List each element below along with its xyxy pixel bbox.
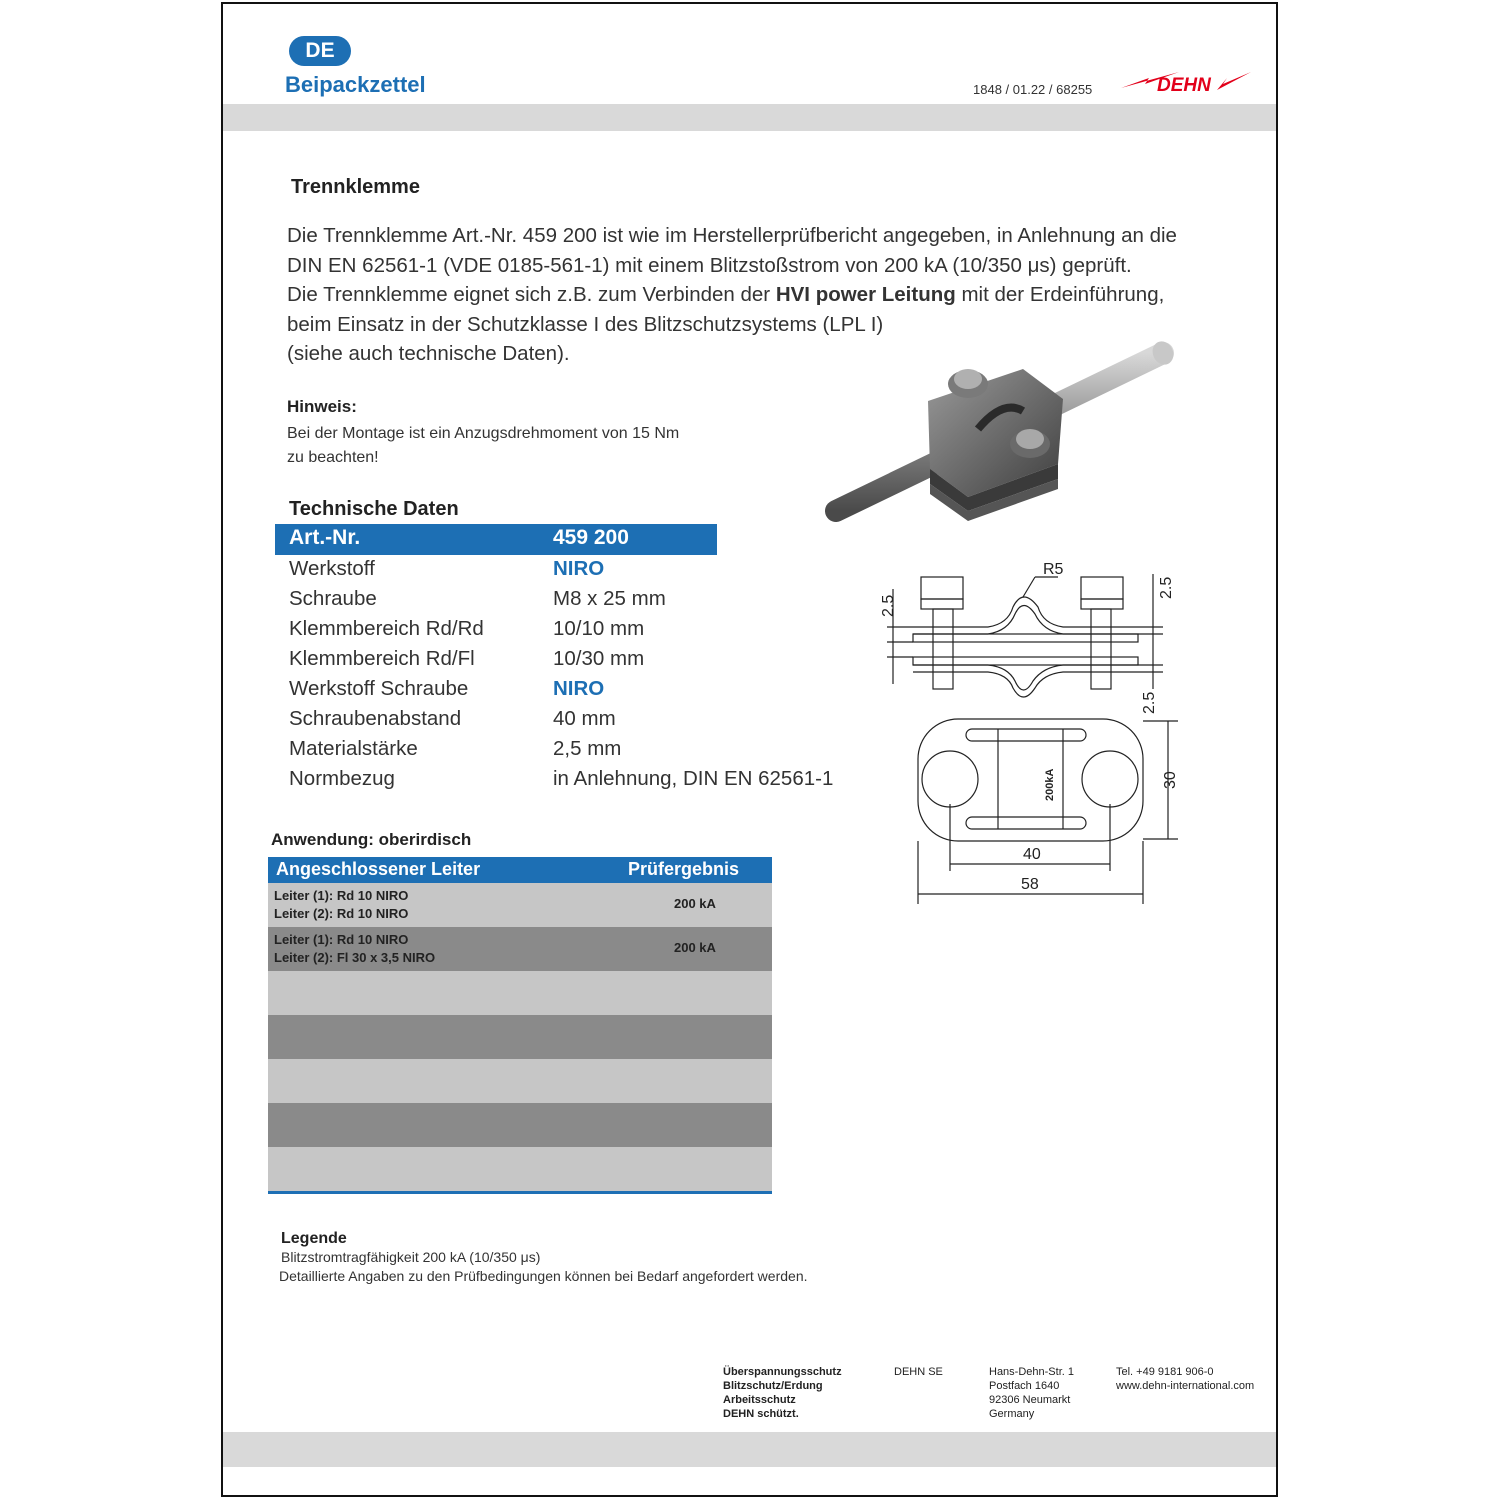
tech-data-row: Klemmbereich Rd/Rd 10/10 mm: [289, 617, 645, 640]
dim-length: 58: [1021, 876, 1039, 893]
tech-data-row: Schraubenabstand 40 mm: [289, 707, 616, 730]
logo-text: DEHN: [1157, 75, 1211, 96]
table-row-empty: [268, 1103, 772, 1147]
tech-data-header: Art.-Nr. 459 200: [275, 524, 717, 555]
language-badge: DE: [289, 36, 351, 66]
table-row-empty: [268, 1147, 772, 1191]
intro-line: Die Trennklemme eignet sich z.B. zum Verbinden der HVI power Leitung mit der Erdeinführung,: [287, 283, 1165, 306]
intro-line: Die Trennklemme Art.-Nr. 459 200 ist wie im Herstellerprüfbericht angegeben, in Anlehnung an die: [287, 224, 1177, 247]
tech-data-row: Normbezug in Anlehnung, DIN EN 62561-1: [289, 767, 834, 790]
dim-bolt-spacing: 40: [1023, 846, 1041, 863]
footer-contact: Tel. +49 9181 906-0 www.dehn-international.com: [1116, 1366, 1255, 1392]
table-row: Leiter (1): Rd 10 NIRO Leiter (2): Fl 30 x 3,5 NIRO 200 kA: [268, 927, 772, 971]
website-link[interactable]: www.dehn-international.com: [1116, 1380, 1255, 1392]
tech-data-row: Materialstärke 2,5 mm: [289, 737, 622, 760]
intro-line: DIN EN 62561-1 (VDE 0185-561-1) mit einem Blitzstoßstrom von 200 kA (10/350 μs) geprüft.: [287, 253, 1132, 277]
footer-slogans: Überspannungsschutz Blitzschutz/Erdung Arbeitsschutz DEHN schützt.: [723, 1366, 842, 1420]
note-text: Bei der Montage ist ein Anzugsdrehmoment von 15 Nm zu beachten!: [287, 425, 680, 466]
legend-title: Legende: [281, 1230, 347, 1247]
table-row-empty: [268, 1059, 772, 1103]
dim-thickness: 2.5: [1158, 576, 1175, 599]
dim-thickness: 2.5: [880, 594, 897, 617]
table-bottom-rule: [268, 1191, 772, 1194]
datasheet-page: [221, 2, 1278, 1497]
technical-drawing: [863, 559, 1183, 904]
product-title: Trennklemme: [291, 176, 420, 198]
legend-line: Detaillierte Angaben zu den Prüfbedingungen können bei Bedarf angefordert werden.: [279, 1268, 808, 1284]
dim-width: 30: [1162, 771, 1179, 789]
application-title: Anwendung: oberirdisch: [271, 830, 472, 849]
legend-line: Blitzstromtragfähigkeit 200 kA (10/350 μs): [281, 1249, 541, 1265]
table-row-empty: [268, 971, 772, 1015]
document-number: 1848 / 01.22 / 68255: [973, 82, 1093, 97]
footer-company: DEHN SE: [894, 1366, 943, 1378]
dehn-logo: [1119, 64, 1259, 98]
header-band: [223, 104, 1276, 131]
table-row-empty: [268, 1015, 772, 1059]
tech-data-row: Werkstoff NIRO: [289, 557, 605, 580]
product-photo: [818, 339, 1178, 529]
document-title: Beipackzettel: [285, 72, 426, 97]
footer-address: Hans-Dehn-Str. 1 Postfach 1640 92306 Neumarkt Germany: [989, 1366, 1074, 1420]
dim-thickness: 2.5: [1141, 691, 1158, 714]
tech-data-row: Schraube M8 x 25 mm: [289, 587, 666, 610]
intro-line: (siehe auch technische Daten).: [287, 342, 570, 365]
note-title: Hinweis:: [287, 397, 357, 416]
dim-radius: R5: [1043, 561, 1064, 578]
tech-data-row: Klemmbereich Rd/Fl 10/30 mm: [289, 647, 645, 670]
application-table-header: Angeschlossener Leiter Prüfergebnis: [268, 857, 772, 883]
intro-line: beim Einsatz in der Schutzklasse I des Blitzschutzsystems (LPL I): [287, 312, 884, 336]
footer-band: [223, 1432, 1276, 1467]
stamp-marking: 200kA: [1044, 768, 1056, 801]
tech-data-row: Werkstoff Schraube NIRO: [289, 677, 605, 700]
tech-data-title: Technische Daten: [289, 498, 459, 520]
application-table: [268, 857, 772, 1194]
table-row: Leiter (1): Rd 10 NIRO Leiter (2): Rd 10 NIRO 200 kA: [268, 883, 772, 927]
